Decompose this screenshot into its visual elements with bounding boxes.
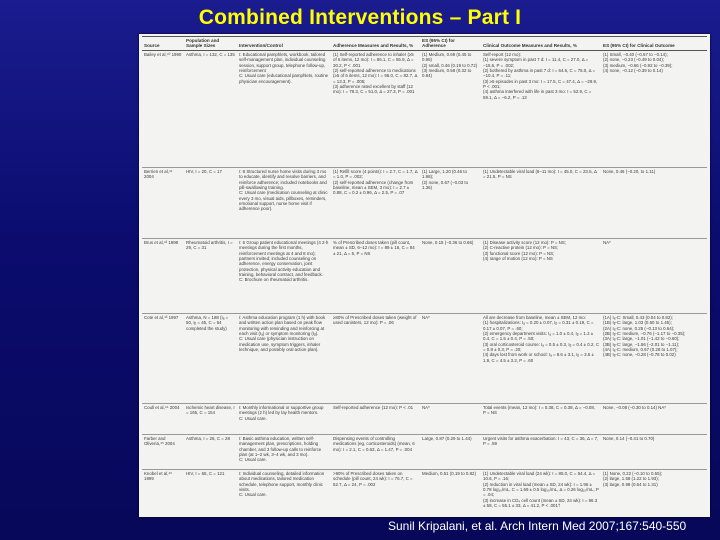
population-cell: Asthma, I = 132, C = 135 [184,50,237,167]
outcome-cell: Urgent visits for asthma exacerbation: I = 43, C = 36, Δ = 7, P = .59 [481,434,601,469]
table-row [142,50,707,167]
column-header: Adherence Measures and Results, % [331,37,420,51]
population-cell: HIV, I = 65, C = 121 [184,469,237,517]
table-row [142,238,707,313]
source-cell: Brus et al,⁴² 1998 [142,238,184,313]
es-outcome-cell: (1) Small, −0.40 (−0.67 to −0.14); (2) none, −0.23 (−0.49 to 0.04); (3) medium, −0.66 (−0.92 to −0.39); (4) none, −0.12 (−0.39 to 0.14) [601,50,707,167]
evidence-table [142,36,707,517]
adherence-cell: % of Prescribed doses taken (pill count, mean ± SD, 6–12 mo): I = 89 ± 16, C = 84 ± 21, Δ = 5, P = NS [331,238,420,313]
intervention-cell: I: Educational pamphlets, workbook, tailored self-management plan, individual counseling session, support group, telephone follow-up, reinforcement C: Usual care (educational pamphlets, routine physician encouragement). [237,50,331,167]
source-cell: Cote et al,⁴³ 1997 [142,313,184,403]
es-adherence-cell: (1) Medium, 0.69 (0.45 to 0.95) (2) small, 0.46 (0.19 to 0.72) (3) medium, 0.58 (0.32 to 0.84) [420,50,481,167]
table-row [142,167,707,238]
citation-text: Sunil Kripalani, et al. Arch Intern Med 2007;167:540-550 [388,519,687,533]
source-cell: Bailey et al,⁴⁰ 1990 [142,50,184,167]
source-cell: Coull et al,⁴⁴ 2004 [142,403,184,434]
adherence-cell: (1) Refill score (4 points): I = 2.7, C = 1.7, Δ = 1.0, P = .002; (2) self-reported adherence (change from baseline, mean ± SEM, 3 mo): I = 2.7 ± 0.88, C = 0.2 ± 0.96, Δ = 2.5, P = .07 [331,167,420,238]
es-adherence-cell: Large, 0.87 (0.29 to 1.44) [420,434,481,469]
column-header: Population and Sample Sizes [184,37,237,51]
intervention-cell: I: Monthly informational or supportive group meetings (2 h) led by lay health mentors. C: Usual care. [237,403,331,434]
population-cell: Rheumatoid arthritis, I = 29, C = 31 [184,238,237,313]
column-header: Intervention/Control [237,37,331,51]
adherence-cell: (1) Self-reported adherence to inhaler (≥5 of 6 items, 12 mo): I = 86.1, C = 55.9, Δ = 30.2, P < .001 (2) self-reported adherence to medications (≥5 of 6 items, 12 mo): I = 96.0, C = 82.7, Δ = 13.3, P = .005; (3) adherence rated excellent by staff (12 mo): I = 78.3, C = 51.0, Δ = 27.3, P = .001 [331,50,420,167]
es-adherence-cell: (1) Large, 1.20 (0.46 to 1.98); (2) none, 0.67 (−0.03 to 1.36) [420,167,481,238]
adherence-cell: ≥80% of Prescribed doses taken (weight of used canisters, 12 mo): P = .06 [331,313,420,403]
outcome-cell: All are decrease from baseline, mean ± SEM, 12 mo: (1) hospitalizations: Iₐ = 0.20 ± 0.07, Iᵦ = 0.31 ± 0.19, C = 0.17 ± 0.07, P = .60; (2) emergency department visits: Iₐ = 1.0 ± 0.4, Iᵦ = 1.2 ± 0.4, C = 1.5 ± 0.4, P = .50; (3) oral corticosteroid course: Iₐ = 0.5 ± 0.3, Iᵦ = 0.4 ± 0.2, C = 0.8 ± 0.3, P = .20; (4) days lost from work or school: Iₐ = 8.6 ± 3.1, Iᵦ = 3.5 ± 1.9, C = 4.5 ± 3.2, P = .60 [481,313,601,403]
adherence-cell: Self-reported adherence (12 mo): P < .01 [331,403,420,434]
source-cell: Knobel et al,⁴⁶ 1999 [142,469,184,517]
intervention-cell: I: Individual counseling, detailed information about medications, tailored medication schedule, telephone support, monthly clinic visits. C: Usual care. [237,469,331,517]
es-adherence-cell: NA* [420,403,481,434]
source-cell: Berrien et al,⁴¹ 2004 [142,167,184,238]
column-header: Clinical Outcome Measures and Results, % [481,37,601,51]
table-row [142,403,707,434]
es-adherence-cell: Medium, 0.51 (0.19 to 0.82) [420,469,481,517]
column-header: ES (95% CI) for Adherence [420,37,481,51]
outcome-cell: (1) Disease activity score (12 mo): P = NS; (2) C-reactive protein (12 mo): P = NS; (3) functional score (12 mo): P = NS; (4) range of motion (12 mo): P = NS [481,238,601,313]
adherence-cell: >90% of Prescribed doses taken on schedule (pill count, 24 wk): I = 76.7, C = 52.7, Δ = 24, P = .002 [331,469,420,517]
adherence-cell: Dispensing events of controlling medications (eg, corticosteroids) (mean, 6 mo): I = 2.1, C = 0.63, Δ = 1.47, P = .004 [331,434,420,469]
population-cell: HIV, I = 20, C = 17 [184,167,237,238]
es-adherence-cell: NA* [420,313,481,403]
intervention-cell: I: Basic asthma education, written self-management plan, prescriptions, holding chamber, and 3 follow-up calls to reinforce plan (at 1–2 wk, 3–4 wk, and 3 mo). C: Usual care. [237,434,331,469]
source-cell: Farber and Oliveria,⁴⁵ 2004 [142,434,184,469]
es-outcome-cell: None, 0.46 (−0.20, to 1.11) [601,167,707,238]
table-row [142,313,707,403]
slide-title: Combined Interventions – Part I [198,6,522,29]
table-row [142,469,707,517]
population-cell: Asthma, N = 188 (Iₐ = 50, Iᵦ = 45, C = 54 completed the study) [184,313,237,403]
outcome-cell: (1) Undetectable viral load (6–11 mo): I = 45.0, C = 23.5, Δ = 21.5, P = NS [481,167,601,238]
es-outcome-cell: None, −0.08 (−0.30 to 0.14) NA* [601,403,707,434]
column-header: Source [142,37,184,51]
table-header-row [142,37,707,51]
column-header: ES (95% CI) for Clinical Outcome [601,37,707,51]
population-cell: Ischemic heart disease, I = 165, C = 154 [184,403,237,434]
es-adherence-cell: None, 0.15 (−0.36 to 0.66) [420,238,481,313]
es-outcome-cell: NA* [601,238,707,313]
outcome-cell: (1) Undetectable viral load (24 wk): I = 85.0, C = 54.4, Δ = 10.6, P = .16; (2) reduction in viral load (mean ± SD, 24 wk): I = 1.96 ± 0.78 log₁₀/mL, C = 1.69 ± 0.5 log₁₀/mL, Δ = 0.26 log₁₀/mL, P = .04; (3) increase in CD₄ cell count (mean ± SD, 24 wk): I = 96.3 ± 58, C = 55.1 ± 33, Δ = 41.2, P < .001† [481,469,601,517]
outcome-cell: Total events (mean, 12 mo): I = 0.38, C = 0.38, Δ = −0.08, P = NS [481,403,601,434]
es-outcome-cell: (1) None, 0.22 (−0.10 to 0.55); (2) large, 1.58 (1.22 to 1.93); (3) large, 0.98 (0.64 to 1.31) [601,469,707,517]
intervention-cell: I: 8 Structured nurse home visits during 3 mo to educate, identify and resolve barriers, and reinforce adherence; included notebooks and pill-swallowing training. C: Usual care (medication counseling at clinic every 3 mo, visual aids, pillboxes, reminders, emotional support, nurse home visit if adherence poor). [237,167,331,238]
es-outcome-cell: (1A) Iₐ-C: Small, 0.43 (0.04 to 0.82); (1B) Iᵦ-C: large, 1.03 (0.60 to 1.45); (2A) Iₐ-C: none, 0.25 (−0.13 to 0.64); (2B) Iᵦ-C: medium, −0.76 (−1.17 to −0.35); (3A) Iₐ-C: large, −1.01 (−1.42 to −0.60); (3B) Iᵦ-C: large, −1.56 (−2.01 to −1.11); (4A) Iₐ-C: medium, 0.67 (0.28 to 1.07); (4B) Iᵦ-C: none, −0.28 (−0.78 to 0.02) [601,313,707,403]
intervention-cell: I: 6 Group patient educational meetings (4 2-h meetings during the first months, reinforcement meetings at 4 and 8 mo); partners invited; included counseling on adherence, energy conservation, joint protection, physical activity education and training, behavioral contract, and feedback. C: Brochure on rheumatoid arthritis. [237,238,331,313]
evidence-table-image [139,34,710,517]
outcome-cell: Self-report (12 mo): (1) severe symptom in past 7 d: I = 11.4, C = 27.0, Δ = −15.6, P = .002; (2) bothered by asthma in past 7 d: I = 64.6, C = 75.0, Δ = −10.4, P = .11; (3) ≥5 episodes in past 3 mo: I = 17.5, C = 47.4, Δ = −29.9, P < .001; (4) asthma interfered with life in past 3 mo: I = 52.9, C = 59.1, Δ = −6.2, P = .13 [481,50,601,167]
es-outcome-cell: None, 0.14 (−0.41 to 0.70) [601,434,707,469]
intervention-cell: I: Asthma education program (1 h) with book and written action plan based on peak flow monitoring with reminding and reinforcing at each visit (Iₐ) or symptom monitoring (Iᵦ). C: Usual care (physician instruction on medication use, symptom triggers, inhaler technique, and possibly oral action plan). [237,313,331,403]
table-row [142,434,707,469]
population-cell: Asthma, I = 26, C = 28 [184,434,237,469]
